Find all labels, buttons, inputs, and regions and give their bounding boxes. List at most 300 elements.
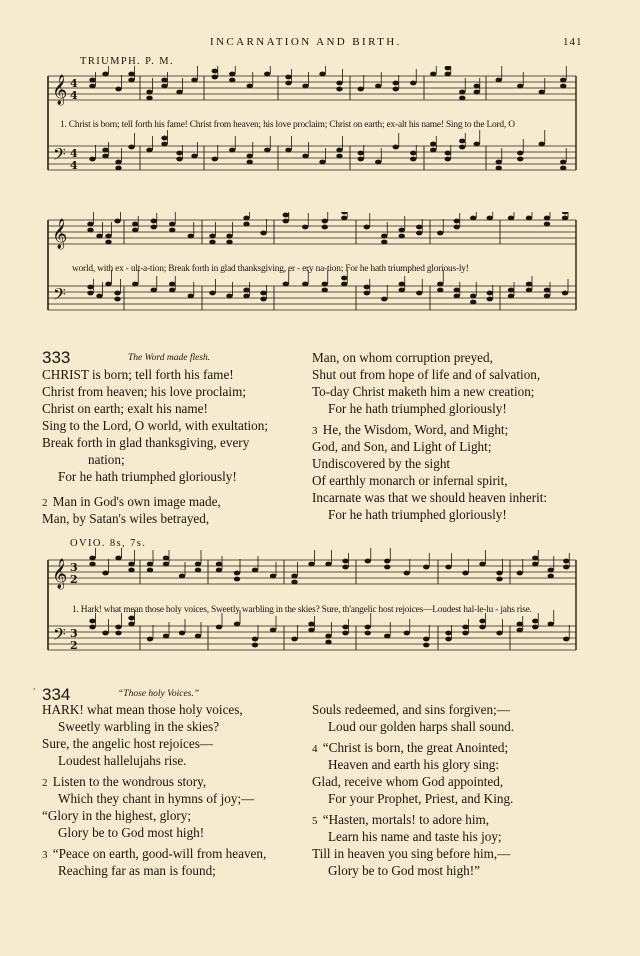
note-head bbox=[496, 166, 502, 171]
note-head bbox=[336, 148, 342, 153]
note-head bbox=[163, 634, 169, 639]
note-head bbox=[114, 297, 120, 302]
note-head bbox=[322, 288, 328, 293]
hymn-333-right-column bbox=[312, 349, 547, 523]
note-head bbox=[445, 66, 451, 70]
note-head bbox=[399, 288, 405, 293]
note-head bbox=[188, 234, 194, 239]
note-head bbox=[410, 157, 416, 162]
note-head bbox=[191, 78, 197, 83]
note-head bbox=[102, 571, 108, 576]
note-head bbox=[89, 84, 95, 89]
time-signature-bottom: 2 bbox=[70, 639, 78, 652]
verse-line: Reaching far as man is found; bbox=[58, 863, 216, 878]
note-head bbox=[243, 294, 249, 299]
note-head bbox=[151, 225, 157, 230]
note-head bbox=[176, 151, 182, 156]
note-head bbox=[341, 212, 347, 214]
note-head bbox=[270, 628, 276, 633]
tune1-lyric-line-1: 1. Christ is born; tell forth his fame! Christ from heaven; his love proclaim; Christ on earth; ex-alt his name! Sing to the Lord, O bbox=[60, 120, 515, 130]
note-head bbox=[308, 622, 314, 627]
verse-line: Break forth in glad thanksgiving, every bbox=[42, 435, 250, 450]
note-head bbox=[445, 157, 451, 162]
note-head bbox=[416, 225, 422, 230]
verse-line: Listen to the wondrous story, bbox=[52, 774, 207, 789]
note-head bbox=[399, 282, 405, 287]
treble-clef-icon: 𝄞 bbox=[52, 559, 68, 589]
note-head bbox=[474, 142, 480, 147]
page-number: 141 bbox=[563, 36, 583, 48]
note-head bbox=[308, 562, 314, 567]
verse-line: To-day Christ maketh him a new creation; bbox=[312, 384, 535, 399]
note-head bbox=[462, 625, 468, 630]
note-head bbox=[212, 75, 218, 80]
note-head bbox=[243, 216, 249, 221]
note-head bbox=[260, 297, 266, 302]
note-head bbox=[146, 90, 152, 95]
note-head bbox=[176, 90, 182, 95]
note-head bbox=[89, 625, 95, 630]
note-head bbox=[393, 87, 399, 92]
note-head bbox=[283, 219, 289, 224]
note-head bbox=[544, 222, 550, 227]
note-head bbox=[454, 288, 460, 293]
note-head bbox=[319, 160, 325, 165]
note-head bbox=[430, 142, 436, 147]
note-head bbox=[341, 276, 347, 281]
note-head bbox=[399, 234, 405, 239]
hymn-334-right-column bbox=[312, 701, 514, 879]
note-head bbox=[270, 574, 276, 579]
note-head bbox=[260, 231, 266, 236]
note-head bbox=[212, 69, 218, 74]
verse-line: Till in heaven you sing before him,— bbox=[312, 846, 511, 861]
note-head bbox=[89, 157, 95, 162]
note-head bbox=[285, 75, 291, 80]
note-head bbox=[416, 231, 422, 236]
note-head bbox=[209, 234, 215, 239]
note-head bbox=[470, 294, 476, 299]
time-signature-bottom: 4 bbox=[70, 159, 78, 172]
verse-line: Souls redeemed, and sins forgiven;— bbox=[312, 702, 510, 717]
verse-line: Heaven and earth his glory sing: bbox=[328, 757, 500, 772]
tune1-lyric-line-2: world, with ex - ult-a-tion; Break forth in glad thanksgiving, er - ery na-tion; For he hath triumphed glorious-ly! bbox=[72, 264, 469, 274]
note-head bbox=[105, 240, 111, 245]
note-head bbox=[102, 148, 108, 153]
margin-mark: , bbox=[33, 681, 36, 692]
note-head bbox=[87, 222, 93, 227]
note-head bbox=[151, 288, 157, 293]
note-head bbox=[548, 574, 554, 579]
verse-line: Loudest hallelujahs rise. bbox=[58, 753, 187, 768]
note-head bbox=[147, 637, 153, 642]
note-head bbox=[128, 78, 134, 83]
tune-name-triumph: TRIUMPH. P. M. bbox=[80, 56, 174, 67]
note-head bbox=[562, 291, 568, 296]
note-head bbox=[479, 625, 485, 630]
note-head bbox=[341, 216, 347, 221]
note-head bbox=[430, 72, 436, 77]
verse-line: “Glory in the highest, glory; bbox=[42, 808, 192, 823]
note-head bbox=[247, 160, 253, 165]
note-head bbox=[308, 628, 314, 633]
note-head bbox=[234, 622, 240, 627]
note-head bbox=[229, 78, 235, 83]
note-head bbox=[102, 631, 108, 636]
note-head bbox=[146, 148, 152, 153]
note-head bbox=[128, 72, 134, 77]
note-head bbox=[430, 148, 436, 153]
note-head bbox=[410, 81, 416, 86]
note-head bbox=[179, 574, 185, 579]
verse-number: 4 bbox=[312, 743, 318, 755]
verse-line: Incarnate was that we should heaven inherit: bbox=[312, 490, 548, 505]
note-head bbox=[128, 622, 134, 627]
verse-line: Christ on earth; exalt his name! bbox=[42, 401, 208, 416]
note-head bbox=[285, 148, 291, 153]
note-head bbox=[234, 577, 240, 582]
note-head bbox=[114, 219, 120, 224]
note-head bbox=[336, 87, 342, 92]
note-head bbox=[517, 628, 523, 633]
note-head bbox=[226, 240, 232, 245]
note-head bbox=[384, 565, 390, 570]
note-head bbox=[209, 291, 215, 296]
note-head bbox=[188, 294, 194, 299]
note-head bbox=[89, 78, 95, 83]
note-head bbox=[532, 562, 538, 567]
note-head bbox=[283, 213, 289, 218]
note-head bbox=[560, 160, 566, 165]
note-head bbox=[169, 288, 175, 293]
note-head bbox=[358, 157, 364, 162]
verse-number: 3 bbox=[312, 425, 318, 437]
verse-line: Glad, receive whom God appointed, bbox=[312, 774, 504, 789]
note-head bbox=[105, 234, 111, 239]
note-head bbox=[115, 631, 121, 636]
note-head bbox=[470, 300, 476, 305]
note-head bbox=[365, 631, 371, 636]
hymn-333-left-column bbox=[42, 366, 268, 527]
note-head bbox=[115, 556, 121, 561]
note-head bbox=[544, 216, 550, 221]
note-head bbox=[381, 234, 387, 239]
note-head bbox=[128, 145, 134, 150]
time-signature-top: 3 bbox=[70, 627, 78, 640]
note-head bbox=[562, 216, 568, 221]
note-head bbox=[247, 84, 253, 89]
note-head bbox=[169, 222, 175, 227]
verse-line: Loud our golden harps shall sound. bbox=[328, 719, 515, 734]
time-signature-top: 4 bbox=[70, 77, 78, 90]
note-head bbox=[229, 72, 235, 77]
verse-number: 3 bbox=[42, 849, 48, 861]
verse-line: Sing to the Lord, O world, with exultation; bbox=[42, 418, 268, 433]
note-head bbox=[105, 282, 111, 287]
note-head bbox=[264, 148, 270, 153]
note-head bbox=[252, 637, 258, 642]
note-head bbox=[322, 219, 328, 224]
note-head bbox=[342, 625, 348, 630]
note-head bbox=[247, 154, 253, 159]
note-head bbox=[87, 291, 93, 296]
note-head bbox=[291, 574, 297, 579]
note-head bbox=[322, 225, 328, 230]
note-head bbox=[479, 562, 485, 567]
treble-clef-icon: 𝄞 bbox=[52, 75, 68, 105]
note-head bbox=[96, 294, 102, 299]
note-head bbox=[342, 559, 348, 564]
note-head bbox=[260, 291, 266, 296]
stanza-gap bbox=[42, 485, 268, 493]
note-head bbox=[115, 160, 121, 165]
note-head bbox=[508, 294, 514, 299]
note-head bbox=[410, 151, 416, 156]
note-head bbox=[404, 631, 410, 636]
note-head bbox=[532, 625, 538, 630]
note-head bbox=[548, 568, 554, 573]
note-head bbox=[161, 142, 167, 147]
note-head bbox=[216, 562, 222, 567]
time-signature-bottom: 4 bbox=[70, 89, 78, 102]
note-head bbox=[147, 568, 153, 573]
note-head bbox=[169, 282, 175, 287]
note-head bbox=[283, 282, 289, 287]
verse-line: God, and Son, and Light of Light; bbox=[312, 439, 492, 454]
note-head bbox=[454, 294, 460, 299]
verse-line: He, the Wisdom, Word, and Might; bbox=[322, 422, 509, 437]
note-head bbox=[563, 559, 569, 564]
note-head bbox=[96, 234, 102, 239]
bass-clef-icon: 𝄢 bbox=[53, 144, 66, 168]
note-head bbox=[539, 142, 545, 147]
note-head bbox=[161, 84, 167, 89]
note-head bbox=[381, 297, 387, 302]
hymn-333-subtitle: The Word made flesh. bbox=[128, 353, 211, 363]
verse-line: “Peace on earth, good-will from heaven, bbox=[52, 846, 267, 861]
note-head bbox=[115, 625, 121, 630]
note-head bbox=[508, 288, 514, 293]
note-head bbox=[526, 288, 532, 293]
note-head bbox=[479, 619, 485, 624]
note-head bbox=[474, 84, 480, 89]
note-head bbox=[322, 282, 328, 287]
note-head bbox=[212, 157, 218, 162]
note-head bbox=[423, 643, 429, 648]
verse-line: Sweetly warbling in the skies? bbox=[58, 719, 220, 734]
note-head bbox=[532, 556, 538, 561]
note-head bbox=[358, 87, 364, 92]
bass-clef-icon: 𝄢 bbox=[53, 624, 66, 648]
note-head bbox=[302, 282, 308, 287]
note-head bbox=[114, 291, 120, 296]
note-head bbox=[459, 90, 465, 95]
verse-line: Undiscovered by the sight bbox=[312, 456, 451, 471]
note-head bbox=[163, 562, 169, 567]
note-head bbox=[517, 622, 523, 627]
note-head bbox=[517, 571, 523, 576]
note-head bbox=[325, 562, 331, 567]
note-head bbox=[226, 234, 232, 239]
note-head bbox=[302, 225, 308, 230]
note-head bbox=[539, 90, 545, 95]
note-head bbox=[384, 559, 390, 564]
note-head bbox=[470, 216, 476, 221]
note-head bbox=[445, 631, 451, 636]
note-head bbox=[89, 619, 95, 624]
verse-line: For he hath triumphed gloriously! bbox=[328, 507, 507, 522]
music-system-1 bbox=[40, 66, 580, 196]
header-title: INCARNATION AND BIRTH. bbox=[210, 36, 402, 48]
note-head bbox=[393, 81, 399, 86]
verse-line: Shut out from hope of life and of salvation, bbox=[312, 367, 541, 382]
note-head bbox=[365, 625, 371, 630]
note-head bbox=[151, 219, 157, 224]
note-head bbox=[445, 637, 451, 642]
verse-line: nation; bbox=[88, 452, 125, 467]
note-head bbox=[423, 565, 429, 570]
note-head bbox=[496, 571, 502, 576]
hymn-334-subtitle: “Those holy Voices.” bbox=[118, 689, 200, 699]
note-head bbox=[132, 222, 138, 227]
verse-line: Man, on whom corruption preyed, bbox=[312, 350, 493, 365]
note-head bbox=[209, 240, 215, 245]
music-system-2 bbox=[40, 212, 580, 336]
note-head bbox=[243, 222, 249, 227]
note-head bbox=[216, 625, 222, 630]
note-head bbox=[375, 160, 381, 165]
note-head bbox=[560, 84, 566, 89]
verse-line: CHRIST is born; tell forth his fame! bbox=[42, 367, 234, 382]
note-head bbox=[384, 634, 390, 639]
note-head bbox=[325, 634, 331, 639]
verse-number: 5 bbox=[312, 815, 318, 827]
note-head bbox=[462, 571, 468, 576]
note-head bbox=[423, 637, 429, 642]
note-head bbox=[445, 151, 451, 156]
note-head bbox=[336, 81, 342, 86]
note-head bbox=[302, 84, 308, 89]
note-head bbox=[508, 216, 514, 221]
note-head bbox=[291, 637, 297, 642]
hymn-334-left-column bbox=[42, 701, 266, 879]
note-head bbox=[437, 231, 443, 236]
bass-clef-icon: 𝄢 bbox=[53, 284, 66, 308]
note-head bbox=[264, 72, 270, 77]
note-head bbox=[487, 297, 493, 302]
verse-line: Glory be to God most high! bbox=[58, 825, 205, 840]
note-head bbox=[487, 291, 493, 296]
note-head bbox=[128, 568, 134, 573]
note-head bbox=[517, 157, 523, 162]
running-header bbox=[0, 36, 640, 52]
note-head bbox=[195, 568, 201, 573]
note-head bbox=[544, 288, 550, 293]
note-head bbox=[560, 78, 566, 83]
note-head bbox=[87, 285, 93, 290]
note-head bbox=[560, 166, 566, 171]
note-head bbox=[459, 139, 465, 144]
note-head bbox=[487, 216, 493, 221]
note-head bbox=[364, 285, 370, 290]
verse-line: Sure, the angelic host rejoices— bbox=[42, 736, 214, 751]
note-head bbox=[147, 562, 153, 567]
note-head bbox=[115, 166, 121, 171]
note-head bbox=[454, 225, 460, 230]
note-head bbox=[115, 87, 121, 92]
note-head bbox=[319, 72, 325, 77]
verse-line: “Christ is born, the great Anointed; bbox=[322, 740, 509, 755]
note-head bbox=[459, 96, 465, 101]
note-head bbox=[364, 291, 370, 296]
note-head bbox=[364, 225, 370, 230]
note-head bbox=[291, 580, 297, 585]
note-head bbox=[474, 90, 480, 95]
note-head bbox=[102, 72, 108, 77]
note-head bbox=[336, 154, 342, 159]
hymn-number-334: 334 bbox=[42, 685, 71, 704]
note-head bbox=[342, 631, 348, 636]
note-head bbox=[459, 145, 465, 150]
note-head bbox=[445, 72, 451, 77]
note-head bbox=[87, 228, 93, 233]
note-head bbox=[496, 577, 502, 582]
note-head bbox=[393, 145, 399, 150]
verse-line: Of earthly monarch or infernal spirit, bbox=[312, 473, 508, 488]
note-head bbox=[526, 216, 532, 221]
note-head bbox=[195, 634, 201, 639]
note-head bbox=[169, 228, 175, 233]
note-head bbox=[132, 282, 138, 287]
note-head bbox=[544, 294, 550, 299]
verse-number: 2 bbox=[42, 777, 48, 789]
note-head bbox=[132, 228, 138, 233]
note-head bbox=[161, 78, 167, 83]
note-head bbox=[243, 288, 249, 293]
time-signature-top: 4 bbox=[70, 147, 78, 160]
verse-line: Man in God's own image made, bbox=[52, 494, 221, 509]
note-head bbox=[195, 562, 201, 567]
note-head bbox=[375, 84, 381, 89]
note-head bbox=[548, 622, 554, 627]
note-head bbox=[365, 559, 371, 564]
note-head bbox=[445, 565, 451, 570]
note-head bbox=[358, 151, 364, 156]
note-head bbox=[252, 643, 258, 648]
note-head bbox=[302, 154, 308, 159]
note-head bbox=[437, 288, 443, 293]
note-head bbox=[399, 228, 405, 233]
verse-line: Learn his name and taste his joy; bbox=[328, 829, 502, 844]
note-head bbox=[454, 219, 460, 224]
verse-line: For he hath triumphed gloriously! bbox=[58, 469, 237, 484]
note-head bbox=[562, 212, 568, 214]
verse-line: Glory be to God most high!” bbox=[328, 863, 481, 878]
time-signature-top: 3 bbox=[70, 561, 78, 574]
time-signature-bottom: 2 bbox=[70, 573, 78, 586]
note-head bbox=[462, 631, 468, 636]
note-head bbox=[496, 160, 502, 165]
note-head bbox=[342, 565, 348, 570]
note-head bbox=[517, 151, 523, 156]
note-head bbox=[404, 571, 410, 576]
note-head bbox=[496, 78, 502, 83]
note-head bbox=[341, 282, 347, 287]
note-head bbox=[176, 157, 182, 162]
note-head bbox=[102, 154, 108, 159]
verse-line: “Hasten, mortals! to adore him, bbox=[322, 812, 490, 827]
treble-clef-icon: 𝄞 bbox=[52, 219, 68, 249]
